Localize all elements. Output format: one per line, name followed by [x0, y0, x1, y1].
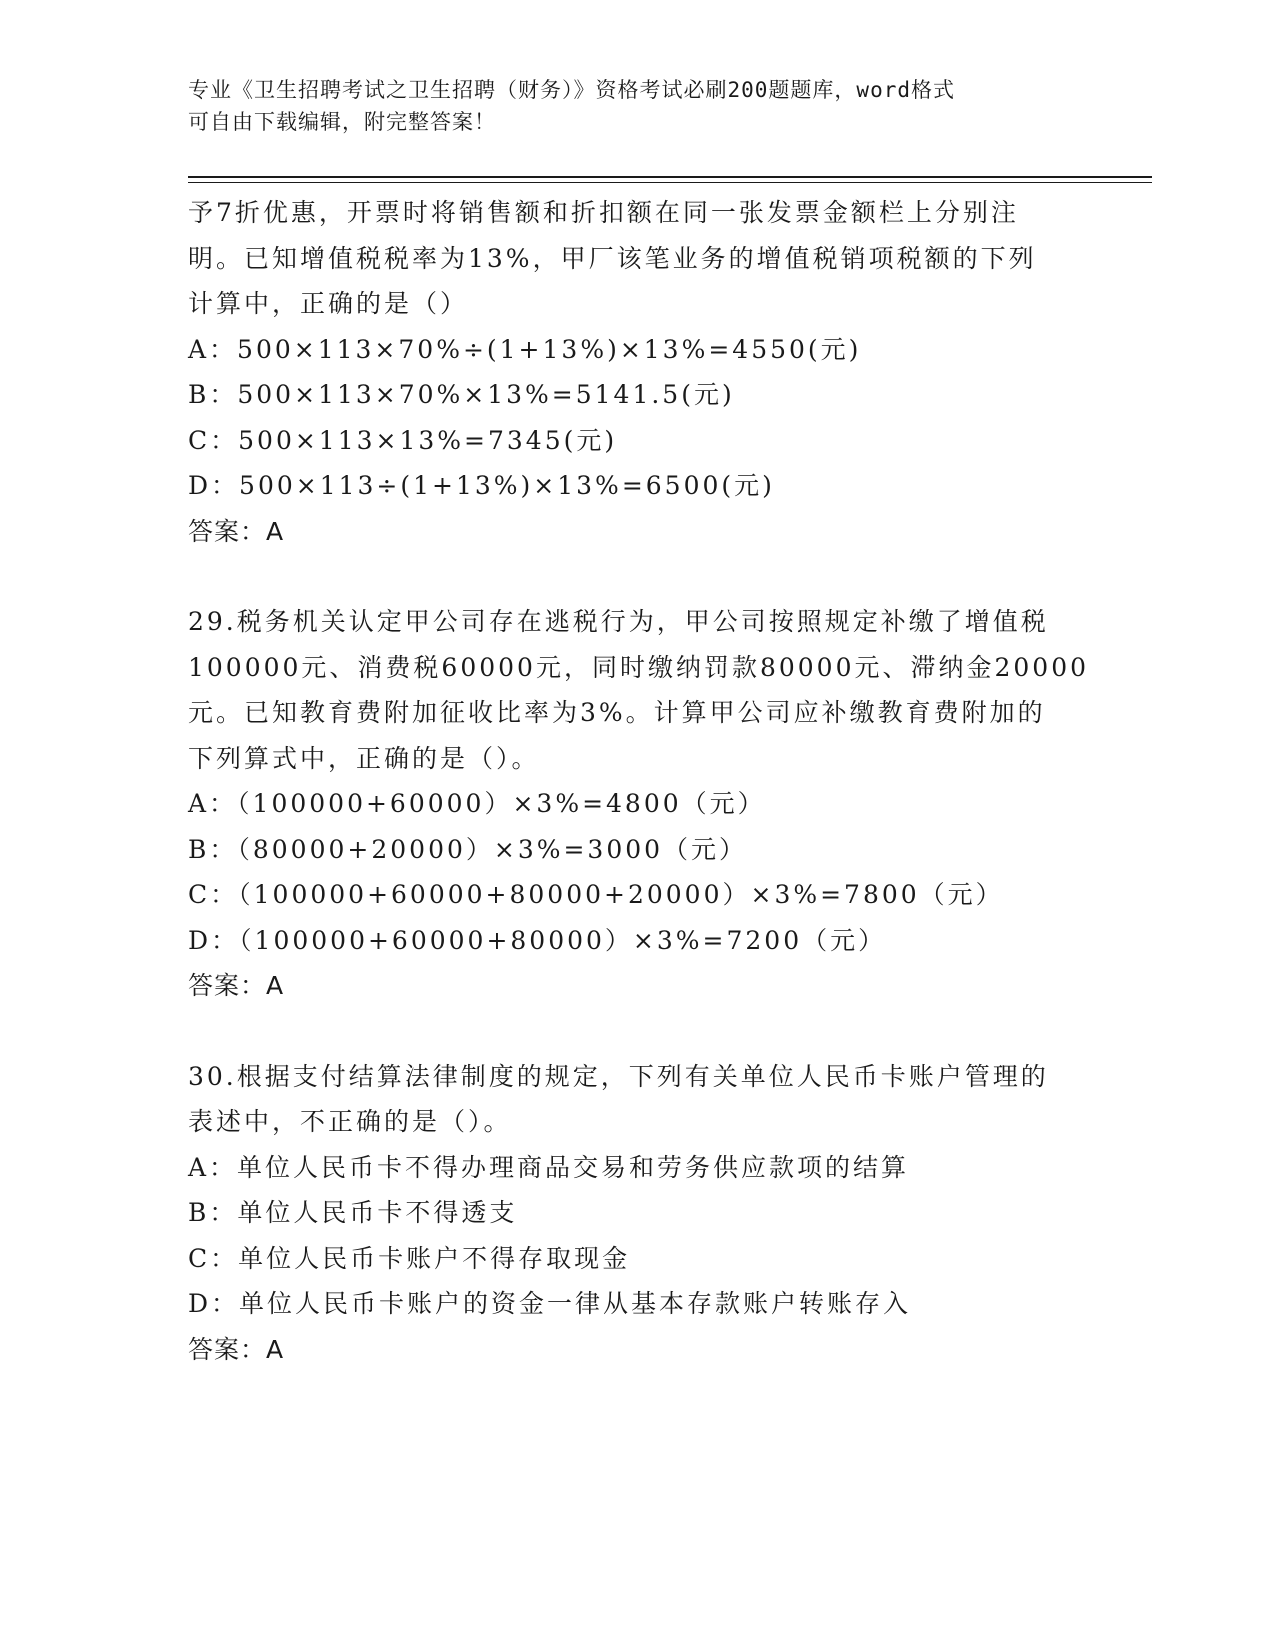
- option-a: A：500×113×70%÷(1+13%)×13%=4550(元): [188, 334, 862, 364]
- header-divider-thick: [188, 176, 1152, 178]
- question-stem-line: 元。已知教育费附加征收比率为3%。计算甲公司应补缴教育费附加的: [188, 698, 1046, 727]
- question-stem-line: 30.根据支付结算法律制度的规定，下列有关单位人民币卡账户管理的: [188, 1061, 1049, 1091]
- answer-label: 答案：A: [188, 1334, 285, 1364]
- question-stem-line: 予7折优惠，开票时将销售额和折扣额在同一张发票金额栏上分别注: [188, 198, 1019, 227]
- spacer: [188, 1009, 1078, 1054]
- option-d: D：（100000+60000+80000）×3%=7200（元）: [188, 925, 887, 955]
- option-c: C：（100000+60000+80000+20000）×3%=7800（元）: [188, 880, 1004, 909]
- option-c: C：单位人民币卡账户不得存取现金: [188, 1243, 631, 1273]
- question-content: [188, 190, 1090, 1372]
- question-30: [188, 1054, 1078, 1373]
- answer-label: 答案：A: [188, 516, 285, 546]
- question-29: [188, 599, 1090, 1009]
- question-stem-line: 明。已知增值税税率为13%，甲厂该笔业务的增值税销项税额的下列: [188, 243, 1037, 273]
- option-a: A：（100000+60000）×3%=4800（元）: [188, 789, 766, 818]
- spacer: [188, 554, 1078, 599]
- option-b: B：（80000+20000）×3%=3000（元）: [188, 834, 748, 864]
- header-line-1: 专业《卫生招聘考试之卫生招聘（财务）》资格考试必刷200题题库，word格式: [188, 78, 955, 102]
- answer-label: 答案：A: [188, 971, 285, 1000]
- question-stem-line: 表述中，不正确的是（）。: [188, 1107, 512, 1136]
- question-stem-line: 下列算式中，正确的是（）。: [188, 743, 540, 773]
- question-28: [188, 190, 1078, 554]
- option-b: B：500×113×70%×13%=5141.5(元): [188, 380, 735, 409]
- option-b: B：单位人民币卡不得透支: [188, 1198, 518, 1227]
- question-stem-line: 100000元、消费税60000元，同时缴纳罚款80000元、滞纳金20000: [188, 652, 1090, 682]
- option-d: D：500×113÷(1+13%)×13%=6500(元): [188, 471, 775, 500]
- option-d: D：单位人民币卡账户的资金一律从基本存款账户转账存入: [188, 1289, 912, 1318]
- option-c: C：500×113×13%=7345(元): [188, 425, 618, 455]
- question-stem-line: 29.税务机关认定甲公司存在逃税行为，甲公司按照规定补缴了增值税: [188, 607, 1049, 636]
- question-stem-line: 计算中，正确的是（）: [188, 289, 469, 318]
- header-line-2: 可自由下载编辑，附完整答案！: [188, 110, 496, 134]
- option-a: A：单位人民币卡不得办理商品交易和劳务供应款项的结算: [188, 1152, 910, 1182]
- page-header: [188, 74, 1088, 138]
- header-divider-thin: [188, 182, 1152, 183]
